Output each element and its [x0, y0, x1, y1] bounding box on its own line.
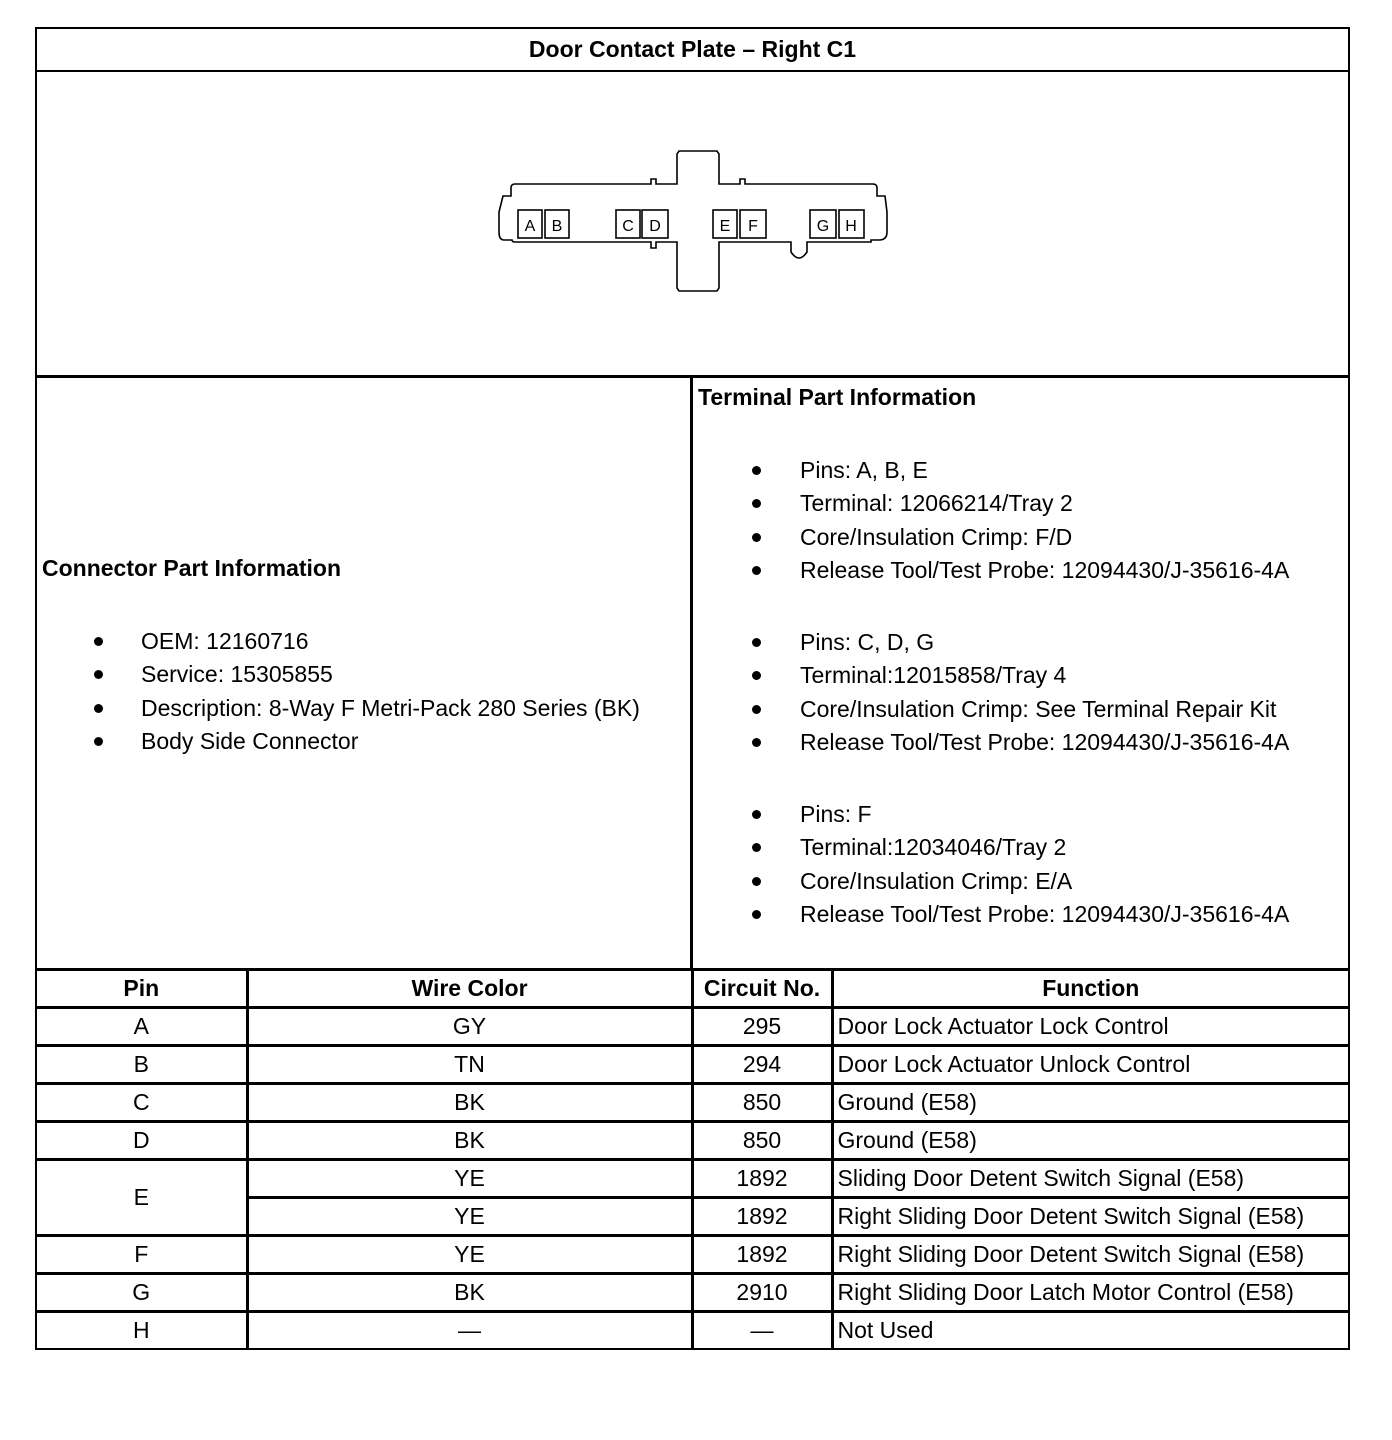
table-row: [37, 1274, 1348, 1312]
cavity-label-d: D: [649, 218, 661, 235]
wire-color-cell: —: [247, 1312, 692, 1349]
wire-color-cell: YE: [247, 1236, 692, 1274]
wire-color-cell: GY: [247, 1008, 692, 1046]
table-header-row: [37, 971, 1348, 1008]
connector-info-list: [37, 625, 640, 758]
connector-diagram: [37, 72, 1348, 378]
part-information: [37, 378, 1348, 971]
wire-color-cell: TN: [247, 1046, 692, 1084]
wire-color-cell: YE: [247, 1198, 692, 1236]
cavity-label-g: G: [816, 218, 830, 235]
connector-info-item: Service: 15305855: [37, 658, 640, 691]
pin-cell: E: [37, 1160, 247, 1236]
pin-cell: F: [37, 1236, 247, 1274]
table-row: [37, 1084, 1348, 1122]
terminal-info-heading: Terminal Part Information: [698, 384, 977, 410]
wire-color-cell: YE: [247, 1160, 692, 1198]
wire-color-cell: BK: [247, 1274, 692, 1312]
circuit-cell: 850: [692, 1122, 832, 1160]
terminal-info-item: Pins: F: [693, 798, 1289, 831]
circuit-cell: —: [692, 1312, 832, 1349]
terminal-group-3: [693, 798, 1289, 931]
wire-color-cell: BK: [247, 1084, 692, 1122]
column-header-pin: Pin: [37, 971, 247, 1008]
terminal-info-item: Core/Insulation Crimp: F/D: [693, 521, 1289, 554]
column-header-function: Function: [832, 971, 1348, 1008]
wire-color-cell: BK: [247, 1122, 692, 1160]
cavity-label-e: E: [719, 218, 731, 235]
function-cell: Right Sliding Door Detent Switch Signal (E58): [832, 1236, 1348, 1274]
column-header-circuit: Circuit No.: [692, 971, 832, 1008]
table-row: [37, 1160, 1348, 1198]
circuit-cell: 1892: [692, 1236, 832, 1274]
cavity-label-f: F: [748, 218, 758, 235]
pin-cell: A: [37, 1008, 247, 1046]
terminal-info-item: Release Tool/Test Probe: 12094430/J-35616-4A: [693, 726, 1289, 759]
cavity-label-h: H: [845, 218, 857, 235]
terminal-part-info: [693, 378, 1348, 968]
cavity-label-a: A: [524, 218, 536, 235]
column-header-wire-color: Wire Color: [247, 971, 692, 1008]
terminal-info-item: Pins: C, D, G: [693, 626, 1289, 659]
pin-cell: D: [37, 1122, 247, 1160]
pin-cell: H: [37, 1312, 247, 1349]
terminal-group-1: [693, 454, 1289, 587]
circuit-cell: 1892: [692, 1160, 832, 1198]
function-cell: Sliding Door Detent Switch Signal (E58): [832, 1160, 1348, 1198]
circuit-cell: 2910: [692, 1274, 832, 1312]
terminal-info-item: Pins: A, B, E: [693, 454, 1289, 487]
cavity-label-b: B: [551, 218, 563, 235]
table-row: [37, 1008, 1348, 1046]
terminal-info-item: Terminal:12015858/Tray 4: [693, 659, 1289, 692]
terminal-info-item: Release Tool/Test Probe: 12094430/J-35616-4A: [693, 554, 1289, 587]
circuit-cell: 295: [692, 1008, 832, 1046]
pinout-table: [37, 971, 1348, 1348]
pin-cell: C: [37, 1084, 247, 1122]
table-row: [37, 1122, 1348, 1160]
connector-info-heading: Connector Part Information: [42, 555, 342, 581]
connector-info-item: OEM: 12160716: [37, 625, 640, 658]
function-cell: Ground (E58): [832, 1084, 1348, 1122]
connector-sheet: [35, 27, 1350, 1350]
pin-cell: B: [37, 1046, 247, 1084]
connector-info-item: Body Side Connector: [37, 725, 640, 758]
connector-info-item: Description: 8-Way F Metri-Pack 280 Series (BK): [37, 692, 640, 725]
circuit-cell: 1892: [692, 1198, 832, 1236]
terminal-group-2: [693, 626, 1289, 759]
terminal-info-item: Terminal:12034046/Tray 2: [693, 831, 1289, 864]
cavity-label-c: C: [622, 218, 634, 235]
pin-cell: G: [37, 1274, 247, 1312]
function-cell: Right Sliding Door Detent Switch Signal (E58): [832, 1198, 1348, 1236]
circuit-cell: 850: [692, 1084, 832, 1122]
function-cell: Door Lock Actuator Lock Control: [832, 1008, 1348, 1046]
page-title: Door Contact Plate – Right C1: [37, 29, 1348, 72]
function-cell: Door Lock Actuator Unlock Control: [832, 1046, 1348, 1084]
function-cell: Ground (E58): [832, 1122, 1348, 1160]
table-row: [37, 1046, 1348, 1084]
terminal-info-item: Core/Insulation Crimp: E/A: [693, 865, 1289, 898]
table-row: [37, 1312, 1348, 1349]
connector-part-info: [37, 378, 693, 968]
function-cell: Right Sliding Door Latch Motor Control (E58): [832, 1274, 1348, 1312]
connector-face-drawing: [37, 72, 1348, 375]
function-cell: Not Used: [832, 1312, 1348, 1349]
table-row: [37, 1236, 1348, 1274]
circuit-cell: 294: [692, 1046, 832, 1084]
terminal-info-item: Core/Insulation Crimp: See Terminal Repair Kit: [693, 693, 1289, 726]
terminal-info-item: Release Tool/Test Probe: 12094430/J-35616-4A: [693, 898, 1289, 931]
terminal-info-item: Terminal: 12066214/Tray 2: [693, 487, 1289, 520]
